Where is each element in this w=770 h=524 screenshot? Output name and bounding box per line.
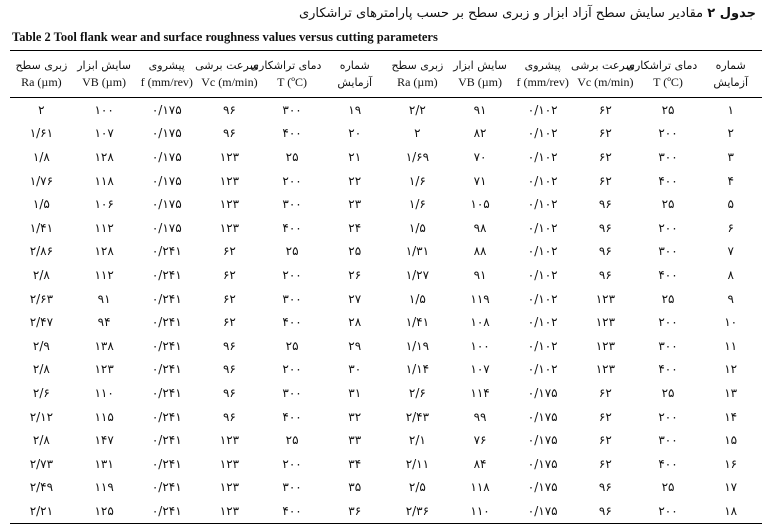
table-cell: ۹۶ bbox=[222, 338, 236, 353]
table-cell: ۰/۲۴۱ bbox=[151, 315, 182, 330]
table-cell: ۱۱ bbox=[724, 338, 738, 353]
column-header-persian: دمای تراشکاری bbox=[250, 59, 322, 72]
table-cell: ۱۰۶ bbox=[94, 197, 114, 212]
table-cell: ۰/۲۴۱ bbox=[151, 362, 182, 377]
table-cell: ۹۱ bbox=[473, 102, 487, 117]
column-header-unit: f (mm/rev) bbox=[516, 75, 569, 89]
table-cell: ۱۲۸ bbox=[94, 149, 114, 164]
column-header-unit: VB (µm) bbox=[458, 75, 502, 89]
table-cell: ۲/۲۱ bbox=[10, 499, 73, 523]
table-cell: ۱۲۳ bbox=[94, 362, 114, 377]
table-cell: ۴۰۰ bbox=[282, 220, 302, 235]
table-cell: ۳۰۰ bbox=[658, 338, 678, 353]
table-cell: ۲۵ bbox=[348, 244, 362, 259]
column-header-persian: سایش ابزار bbox=[453, 59, 507, 72]
table-cell: ۶۲ bbox=[222, 244, 236, 259]
table-cell: ۴۰۰ bbox=[261, 499, 324, 523]
table-cell: ۰/۱۷۵ bbox=[527, 433, 558, 448]
column-header bbox=[699, 51, 762, 98]
table-cell: ۰/۱۰۲ bbox=[527, 244, 558, 259]
table-cell: ۱۲۳ bbox=[595, 315, 616, 330]
table-cell: ۲۰۰ bbox=[282, 267, 302, 282]
table-cell: ۲۸ bbox=[348, 315, 362, 330]
column-header-unit: Ra (µm) bbox=[397, 75, 438, 89]
table-cell: ۹۶ bbox=[222, 126, 236, 141]
table-cell: ۳۳ bbox=[348, 433, 362, 448]
table-cell: ۱۸ bbox=[699, 499, 762, 523]
table-cell: ۲۵ bbox=[661, 480, 675, 495]
table-cell: ۱/۸ bbox=[32, 149, 50, 164]
table-cell: ۱۲۳ bbox=[219, 433, 240, 448]
table-cell: ۰/۱۷۵ bbox=[151, 102, 182, 117]
table-cell: ۲/۴۳ bbox=[405, 409, 430, 424]
table-cell: ۲/۸۶ bbox=[29, 244, 54, 259]
table-cell: ۲۶ bbox=[348, 267, 362, 282]
table-cell: ۹۶ bbox=[222, 102, 236, 117]
column-header-unit: Vc (m/min) bbox=[577, 75, 634, 89]
table-cell: ۲۳ bbox=[348, 197, 362, 212]
table-cell: ۲/۶ bbox=[32, 385, 50, 400]
table-cell: ۱۱۲ bbox=[94, 220, 114, 235]
table-cell: ۹۹ bbox=[473, 409, 487, 424]
table-cell: ۱۴ bbox=[724, 409, 738, 424]
table-cell: ۹۶ bbox=[598, 220, 612, 235]
table-cell: ۶۲ bbox=[598, 409, 612, 424]
table-cell: ۳۴ bbox=[348, 456, 362, 471]
table-cell: ۶۲ bbox=[598, 126, 612, 141]
table-cell: ۴۰۰ bbox=[658, 173, 678, 188]
table-cell: ۹۶ bbox=[222, 409, 236, 424]
table-cell: ۴۰۰ bbox=[282, 126, 302, 141]
column-header-unit: آزمایش bbox=[713, 76, 749, 89]
table-cell: ۲۰۰ bbox=[282, 362, 302, 377]
column-header-persian: پیشروی bbox=[524, 59, 561, 72]
table-cell: ۲۵ bbox=[285, 244, 299, 259]
table-cell: ۱۱۰ bbox=[94, 385, 114, 400]
table-cell: ۱۲ bbox=[724, 362, 738, 377]
table-cell: ۲۵ bbox=[661, 291, 675, 306]
table-cell: ۲/۲ bbox=[408, 102, 426, 117]
table-row bbox=[10, 476, 762, 500]
table-cell: ۷۰ bbox=[473, 149, 487, 164]
column-header-persian: دمای تراشکاری bbox=[626, 59, 698, 72]
table-cell: ۶۲ bbox=[598, 456, 612, 471]
table-cell: ۱۰۰ bbox=[94, 102, 114, 117]
table-row bbox=[10, 263, 762, 287]
table-cell: ۷۱ bbox=[473, 173, 487, 188]
table-cell: ۲ bbox=[414, 126, 421, 141]
table-cell: ۱۳۱ bbox=[94, 456, 114, 471]
table-cell: ۲/۸ bbox=[32, 433, 50, 448]
table-cell: ۰/۱۷۵ bbox=[511, 499, 574, 523]
table-cell: ۰/۱۷۵ bbox=[527, 409, 558, 424]
table-cell: ۵ bbox=[727, 197, 734, 212]
table-cell: ۰/۲۴۱ bbox=[151, 409, 182, 424]
column-header-unit: T (ºC) bbox=[277, 75, 307, 89]
column-header bbox=[386, 51, 449, 98]
table-cell: ۰/۱۷۵ bbox=[527, 480, 558, 495]
table-cell: ۱/۶۹ bbox=[405, 149, 430, 164]
table-cell: ۱۱۰ bbox=[449, 499, 512, 523]
column-header-persian: زبری سطح bbox=[15, 59, 68, 72]
column-header-persian: سایش ابزار bbox=[77, 59, 131, 72]
column-header bbox=[10, 51, 73, 98]
table-cell: ۷ bbox=[727, 244, 734, 259]
table-cell: ۲۰۰ bbox=[658, 126, 678, 141]
table-cell: ۹۶ bbox=[598, 244, 612, 259]
table-cell: ۱۴۷ bbox=[94, 433, 114, 448]
table-cell: ۲۰۰ bbox=[282, 173, 302, 188]
table-cell: ۲۰۰ bbox=[658, 220, 678, 235]
table-cell: ۰/۲۴۱ bbox=[151, 267, 182, 282]
table-cell: ۱/۶ bbox=[408, 197, 426, 212]
table-cell: ۱۲۸ bbox=[94, 244, 114, 259]
table-row bbox=[10, 310, 762, 334]
table-cell: ۲/۱۱ bbox=[405, 456, 430, 471]
table-row bbox=[10, 358, 762, 382]
table-cell: ۱۱۸ bbox=[94, 173, 114, 188]
table-cell: ۲/۸ bbox=[32, 267, 50, 282]
table-cell: ۳۶ bbox=[323, 499, 386, 523]
table-row bbox=[10, 287, 762, 311]
table-cell: ۱۱۲ bbox=[94, 267, 114, 282]
table-cell: ۳۰۰ bbox=[282, 480, 302, 495]
table-cell: ۰/۱۷۵ bbox=[151, 173, 182, 188]
table-cell: ۰/۲۴۱ bbox=[151, 433, 182, 448]
table-cell: ۲۲ bbox=[348, 173, 362, 188]
table-cell: ۶۲ bbox=[598, 433, 612, 448]
table-cell: ۰/۱۰۲ bbox=[527, 126, 558, 141]
column-header-unit: f (mm/rev) bbox=[140, 75, 193, 89]
table-cell: ۰/۱۰۲ bbox=[527, 102, 558, 117]
table-cell: ۹ bbox=[727, 291, 734, 306]
table-cell: ۲۵ bbox=[285, 433, 299, 448]
table-cell: ۸ bbox=[727, 267, 734, 282]
table-cell: ۳۱ bbox=[348, 385, 362, 400]
table-cell: ۱۲۳ bbox=[198, 499, 261, 523]
table-cell: ۹۴ bbox=[97, 315, 111, 330]
column-header bbox=[626, 51, 700, 98]
table-cell: ۲۵ bbox=[285, 338, 299, 353]
table-cell: ۳۰۰ bbox=[658, 433, 678, 448]
table-cell: ۰/۱۷۵ bbox=[151, 149, 182, 164]
table-cell: ۰/۱۰۲ bbox=[527, 267, 558, 282]
table-cell: ۲/۶۳ bbox=[29, 291, 54, 306]
column-header bbox=[195, 51, 261, 98]
column-header bbox=[73, 51, 136, 98]
table-row bbox=[10, 122, 762, 146]
table-cell: ۱۱۹ bbox=[94, 480, 114, 495]
caption-persian-text: مقادیر سایش سطح آزاد ابزار و زبری سطح بر حسب پارامترهای تراشکاری bbox=[298, 6, 704, 21]
table-header-row bbox=[10, 51, 762, 98]
table-cell: ۱/۵ bbox=[408, 291, 426, 306]
results-table bbox=[10, 50, 762, 524]
table-cell: ۴۰۰ bbox=[282, 315, 302, 330]
table-row bbox=[10, 192, 762, 216]
table-cell: ۰/۱۰۲ bbox=[527, 362, 558, 377]
table-cell: ۰/۱۰۲ bbox=[527, 338, 558, 353]
table-row bbox=[10, 334, 762, 358]
table-cell: ۱۲۳ bbox=[219, 197, 240, 212]
table-cell: ۳۰۰ bbox=[282, 197, 302, 212]
table-cell: ۲/۴۹ bbox=[29, 480, 54, 495]
table-cell: ۱/۱۴ bbox=[405, 362, 430, 377]
table-cell: ۶۲ bbox=[222, 267, 236, 282]
table-cell: ۱/۵ bbox=[32, 197, 50, 212]
table-cell: ۶۲ bbox=[598, 102, 612, 117]
table-cell: ۰/۱۷۵ bbox=[527, 456, 558, 471]
column-header bbox=[250, 51, 324, 98]
table-cell: ۱۹ bbox=[348, 102, 362, 117]
table-cell: ۲۰ bbox=[348, 126, 362, 141]
table-cell: ۱ bbox=[727, 102, 734, 117]
table-cell: ۴۰۰ bbox=[658, 267, 678, 282]
column-header-unit: Vc (m/min) bbox=[201, 75, 258, 89]
table-row bbox=[10, 145, 762, 169]
table-cell: ۰/۱۰۲ bbox=[527, 149, 558, 164]
column-header-persian: سرعت برشی bbox=[571, 59, 635, 72]
table-cell: ۹۶ bbox=[222, 385, 236, 400]
column-header-unit: آزمایش bbox=[337, 76, 373, 89]
table-cell: ۱۱۵ bbox=[94, 409, 114, 424]
table-cell: ۲۵ bbox=[661, 197, 675, 212]
column-header-persian: شماره bbox=[339, 59, 370, 72]
table-row bbox=[10, 405, 762, 429]
column-header bbox=[449, 51, 512, 98]
table-cell: ۸۸ bbox=[473, 244, 487, 259]
table-cell: ۳۰۰ bbox=[282, 102, 302, 117]
table-cell: ۲۵ bbox=[661, 102, 675, 117]
table-cell: ۰/۱۷۵ bbox=[151, 197, 182, 212]
table-row bbox=[10, 499, 762, 523]
table-cell: ۲۰۰ bbox=[637, 499, 700, 523]
table-cell: ۰/۱۰۲ bbox=[527, 173, 558, 188]
table-row bbox=[10, 98, 762, 122]
column-header-persian: زبری سطح bbox=[391, 59, 444, 72]
caption-persian bbox=[299, 6, 756, 21]
table-row bbox=[10, 216, 762, 240]
table-row bbox=[10, 452, 762, 476]
table-cell: ۶۲ bbox=[598, 149, 612, 164]
table-cell: ۱۲۳ bbox=[219, 220, 240, 235]
table-row bbox=[10, 169, 762, 193]
table-cell: ۴۰۰ bbox=[658, 456, 678, 471]
table-cell: ۶۲ bbox=[598, 173, 612, 188]
table-cell: ۱/۶۱ bbox=[29, 126, 54, 141]
table-cell: ۰/۲۴۱ bbox=[151, 291, 182, 306]
table-cell: ۸۲ bbox=[473, 126, 487, 141]
table-cell: ۱/۲۷ bbox=[405, 267, 430, 282]
table-cell: ۳۰۰ bbox=[282, 385, 302, 400]
table-cell: ۱۳۸ bbox=[94, 338, 114, 353]
table-cell: ۳۲ bbox=[348, 409, 362, 424]
table-cell: ۹۱ bbox=[97, 291, 111, 306]
table-cell: ۹۶ bbox=[598, 197, 612, 212]
table-cell: ۱۰ bbox=[724, 315, 738, 330]
table-cell: ۴ bbox=[727, 173, 734, 188]
table-cell: ۲/۳۶ bbox=[386, 499, 449, 523]
table-cell: ۲/۵ bbox=[408, 480, 426, 495]
column-header bbox=[323, 51, 386, 98]
table-cell: ۴۰۰ bbox=[282, 409, 302, 424]
column-header bbox=[135, 51, 198, 98]
table-cell: ۱۰۰ bbox=[470, 338, 490, 353]
table-cell: ۲۰۰ bbox=[658, 315, 678, 330]
table-cell: ۲ bbox=[727, 126, 734, 141]
column-header-persian: سرعت برشی bbox=[195, 59, 259, 72]
column-header-persian: پیشروی bbox=[148, 59, 185, 72]
table-cell: ۷۶ bbox=[473, 433, 487, 448]
table-cell: ۱/۶ bbox=[408, 173, 426, 188]
table-cell: ۲/۷۳ bbox=[29, 456, 54, 471]
column-header bbox=[511, 51, 574, 98]
table-cell: ۰/۲۴۱ bbox=[151, 338, 182, 353]
table-cell: ۲/۸ bbox=[32, 362, 50, 377]
table-cell: ۱۰۸ bbox=[470, 315, 490, 330]
table-cell: ۶۲ bbox=[222, 291, 236, 306]
table-cell: ۱/۳۱ bbox=[405, 244, 430, 259]
table-cell: ۱۳ bbox=[724, 385, 738, 400]
table-cell: ۱۰۵ bbox=[470, 197, 490, 212]
table-cell: ۲۰۰ bbox=[658, 409, 678, 424]
table-cell: ۱۲۳ bbox=[595, 362, 616, 377]
table-cell: ۰/۱۷۵ bbox=[151, 220, 182, 235]
column-header-persian: شماره bbox=[715, 59, 746, 72]
table-cell: ۶۲ bbox=[222, 315, 236, 330]
column-header bbox=[571, 51, 637, 98]
caption-english: Table 2 Tool flank wear and surface roughness values versus cutting parameters bbox=[12, 30, 438, 44]
table-cell: ۱/۵ bbox=[408, 220, 426, 235]
table-cell: ۲۵ bbox=[285, 149, 299, 164]
table-cell: ۹۶ bbox=[598, 267, 612, 282]
table-cell: ۲۴ bbox=[348, 220, 362, 235]
table-cell: ۲۹ bbox=[348, 338, 362, 353]
table-cell: ۱/۱۹ bbox=[405, 338, 430, 353]
table-cell: ۳ bbox=[727, 149, 734, 164]
table-cell: ۲/۱ bbox=[408, 433, 426, 448]
table-cell: ۸۴ bbox=[473, 456, 487, 471]
table-row bbox=[10, 240, 762, 264]
table-row bbox=[10, 428, 762, 452]
table-cell: ۳۰۰ bbox=[282, 291, 302, 306]
table-cell: ۱۲۳ bbox=[219, 456, 240, 471]
table-cell: ۲/۶ bbox=[408, 385, 426, 400]
column-header-unit: Ra (µm) bbox=[21, 75, 62, 89]
table-cell: ۱۲۳ bbox=[595, 338, 616, 353]
table-cell: ۱/۴۱ bbox=[405, 315, 430, 330]
table-cell: ۹۶ bbox=[598, 480, 612, 495]
table-row bbox=[10, 381, 762, 405]
table-cell: ۰/۱۰۲ bbox=[527, 197, 558, 212]
table-cell: ۶ bbox=[727, 220, 734, 235]
table-cell: ۰/۱۰۲ bbox=[527, 220, 558, 235]
table-cell: ۰/۱۷۵ bbox=[151, 126, 182, 141]
table-cell: ۱۲۵ bbox=[73, 499, 136, 523]
table-cell: ۳۰۰ bbox=[658, 244, 678, 259]
table-cell: ۱۲۳ bbox=[219, 149, 240, 164]
table-cell: ۲۷ bbox=[348, 291, 362, 306]
table-cell: ۱۶ bbox=[724, 456, 738, 471]
table-cell: ۳۰۰ bbox=[658, 149, 678, 164]
table-cell: ۴۰۰ bbox=[658, 362, 678, 377]
table-cell: ۱۲۳ bbox=[219, 173, 240, 188]
table-cell: ۰/۲۴۱ bbox=[151, 244, 182, 259]
table-cell: ۱۰۷ bbox=[94, 126, 114, 141]
table-cell: ۱۵ bbox=[724, 433, 738, 448]
table-cell: ۱۲۳ bbox=[219, 480, 240, 495]
table-cell: ۱۰۷ bbox=[470, 362, 490, 377]
column-header-unit: T (ºC) bbox=[653, 75, 683, 89]
caption-persian-label: جدول ۲ bbox=[707, 6, 756, 21]
table-cell: ۶۲ bbox=[598, 385, 612, 400]
table-cell: ۰/۲۴۱ bbox=[151, 385, 182, 400]
column-header-unit: VB (µm) bbox=[82, 75, 127, 89]
table-cell: ۱۲۳ bbox=[595, 291, 616, 306]
table-cell: ۲/۴۷ bbox=[29, 315, 54, 330]
table-cell: ۹۱ bbox=[473, 267, 487, 282]
table-cell: ۱۱۸ bbox=[470, 480, 490, 495]
table-cell: ۳۵ bbox=[348, 480, 362, 495]
table-cell: ۰/۲۴۱ bbox=[151, 480, 182, 495]
table-body bbox=[10, 98, 762, 524]
table-cell: ۰/۱۰۲ bbox=[527, 291, 558, 306]
table-cell: ۳۰ bbox=[348, 362, 362, 377]
table-cell: ۲۱ bbox=[348, 149, 362, 164]
table-cell: ۱۱۴ bbox=[470, 385, 490, 400]
table-cell: ۰/۲۴۱ bbox=[151, 456, 182, 471]
table-cell: ۱/۷۶ bbox=[29, 173, 54, 188]
table-cell: ۹۶ bbox=[574, 499, 637, 523]
table-cell: ۲ bbox=[38, 102, 45, 117]
table-cell: ۰/۲۴۱ bbox=[135, 499, 198, 523]
table-cell: ۲/۱۲ bbox=[29, 409, 54, 424]
table-cell: ۱/۴۱ bbox=[29, 220, 54, 235]
table-cell: ۱۱۹ bbox=[470, 291, 490, 306]
table-cell: ۹۸ bbox=[473, 220, 487, 235]
table-cell: ۰/۱۰۲ bbox=[527, 315, 558, 330]
table-cell: ۱۷ bbox=[724, 480, 738, 495]
table-cell: ۲/۹ bbox=[32, 338, 50, 353]
table-cell: ۰/۱۷۵ bbox=[527, 385, 558, 400]
table-cell: ۹۶ bbox=[222, 362, 236, 377]
table-cell: ۲۵ bbox=[661, 385, 675, 400]
table-cell: ۲۰۰ bbox=[282, 456, 302, 471]
